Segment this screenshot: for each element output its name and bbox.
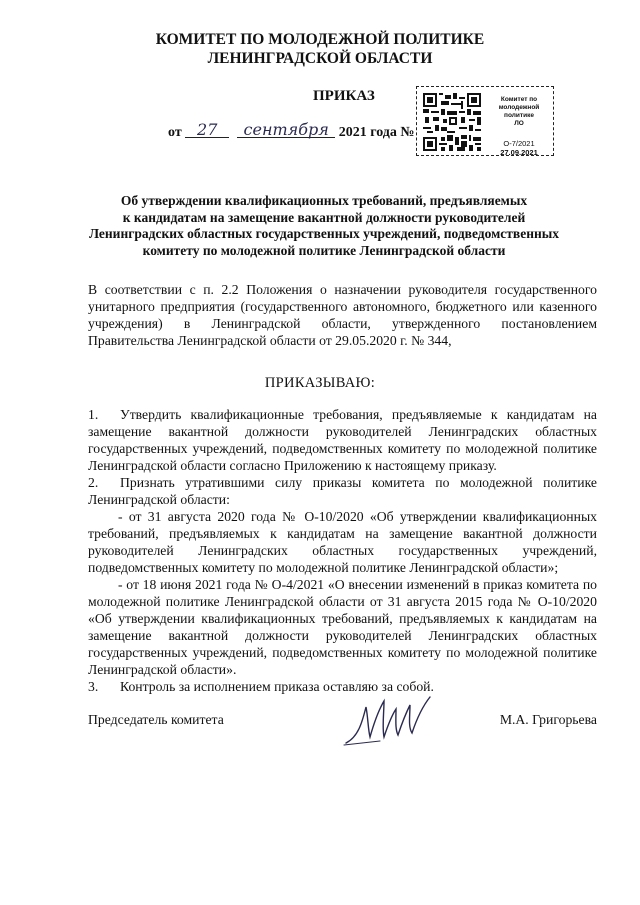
registration-stamp [416, 86, 554, 156]
order-item-1 [88, 406, 597, 474]
subject-line: комитету по молодежной политике Ленинградской области [142, 242, 506, 258]
item-number: 1. [88, 407, 99, 422]
order-items [88, 406, 597, 695]
order-item-2-sub-1: - от 31 августа 2020 года № О-10/2020 «Об утверждении квалификационных требований, предъявляемых к кандидатам на замещение вакантной должности руководителей Ленинградских областных государственных учреждений, подведомственных комитету по молодежной политике Ленинградской области»; [88, 509, 597, 575]
handwritten-day: 27 [185, 123, 229, 138]
date-prefix: от [168, 125, 182, 140]
stamp-line1: Комитет по [500, 96, 538, 103]
handwritten-signature-icon [340, 693, 436, 749]
decree-word: ПРИКАЗЫВАЮ: [264, 375, 376, 391]
order-date-line [168, 120, 415, 141]
qr-code-icon [423, 93, 481, 151]
signatory-name: М.А. Григорьева [499, 712, 597, 727]
order-item-2-sub-2: - от 18 июня 2021 года № О-4/2021 «О внесении изменений в приказ комитета по молодежной политике Ленинградской области от 31 августа 2015 года № О-10/2020 «Об утверждении квалификационных требований, предъявляемых к кандидатам на замещение вакантной должности руководителей Ленинградских областных государственных учреждений, подведомственных комитету по молодежной политике Ленинградской области». [88, 577, 597, 677]
org-name-line2: ЛЕНИНГРАДСКОЙ ОБЛАСТИ [207, 50, 433, 67]
item-text: Контроль за исполнением приказа оставляю за собой. [120, 679, 434, 694]
handwritten-month: сентября [237, 123, 335, 138]
order-item-2 [88, 474, 597, 508]
organization-header [0, 30, 640, 68]
subject-line: к кандидатам на замещение вакантной должности руководителей [122, 209, 526, 225]
stamp-details [487, 96, 551, 157]
year-and-number-label: 2021 года № [338, 125, 415, 140]
item-text: Признать утратившими силу приказы комитета по молодежной политике Ленинградской области: [88, 475, 597, 507]
stamp-line2: молодежной политике [498, 104, 540, 119]
stamp-date: 27.09.2021 [500, 148, 538, 157]
item-number: 3. [88, 679, 99, 694]
order-title: ПРИКАЗ [313, 88, 375, 104]
item-number: 2. [88, 475, 99, 490]
stamp-number: О-7/2021 [503, 139, 535, 148]
org-name-line1: КОМИТЕТ ПО МОЛОДЕЖНОЙ ПОЛИТИКЕ [155, 31, 485, 48]
item-text: Утвердить квалификационные требования, предъявляемые к кандидатам на замещение вакантной должности руководителей Ленинградских областных государственных учреждений, подведомственных комитету по молодежной политике Ленинградской области согласно Приложению к настоящему приказу. [88, 407, 597, 473]
order-subject [80, 193, 568, 259]
subject-line: Ленинградских областных государственных учреждений, подведомственных [88, 226, 560, 241]
stamp-line3: ЛО [514, 120, 524, 127]
preamble-paragraph: В соответствии с п. 2.2 Положения о назначении руководителя государственного унитарного предприятия (государственного автономного, бюджетного или казенного учреждения) в Ленинградской области, утвержденного постановлением Правительства Ленинградской области от 29.05.2020 г. № 344, [88, 282, 597, 348]
subject-line: Об утверждении квалификационных требований, предъявляемых [120, 193, 528, 208]
signatory-position: Председатель комитета [88, 712, 224, 727]
